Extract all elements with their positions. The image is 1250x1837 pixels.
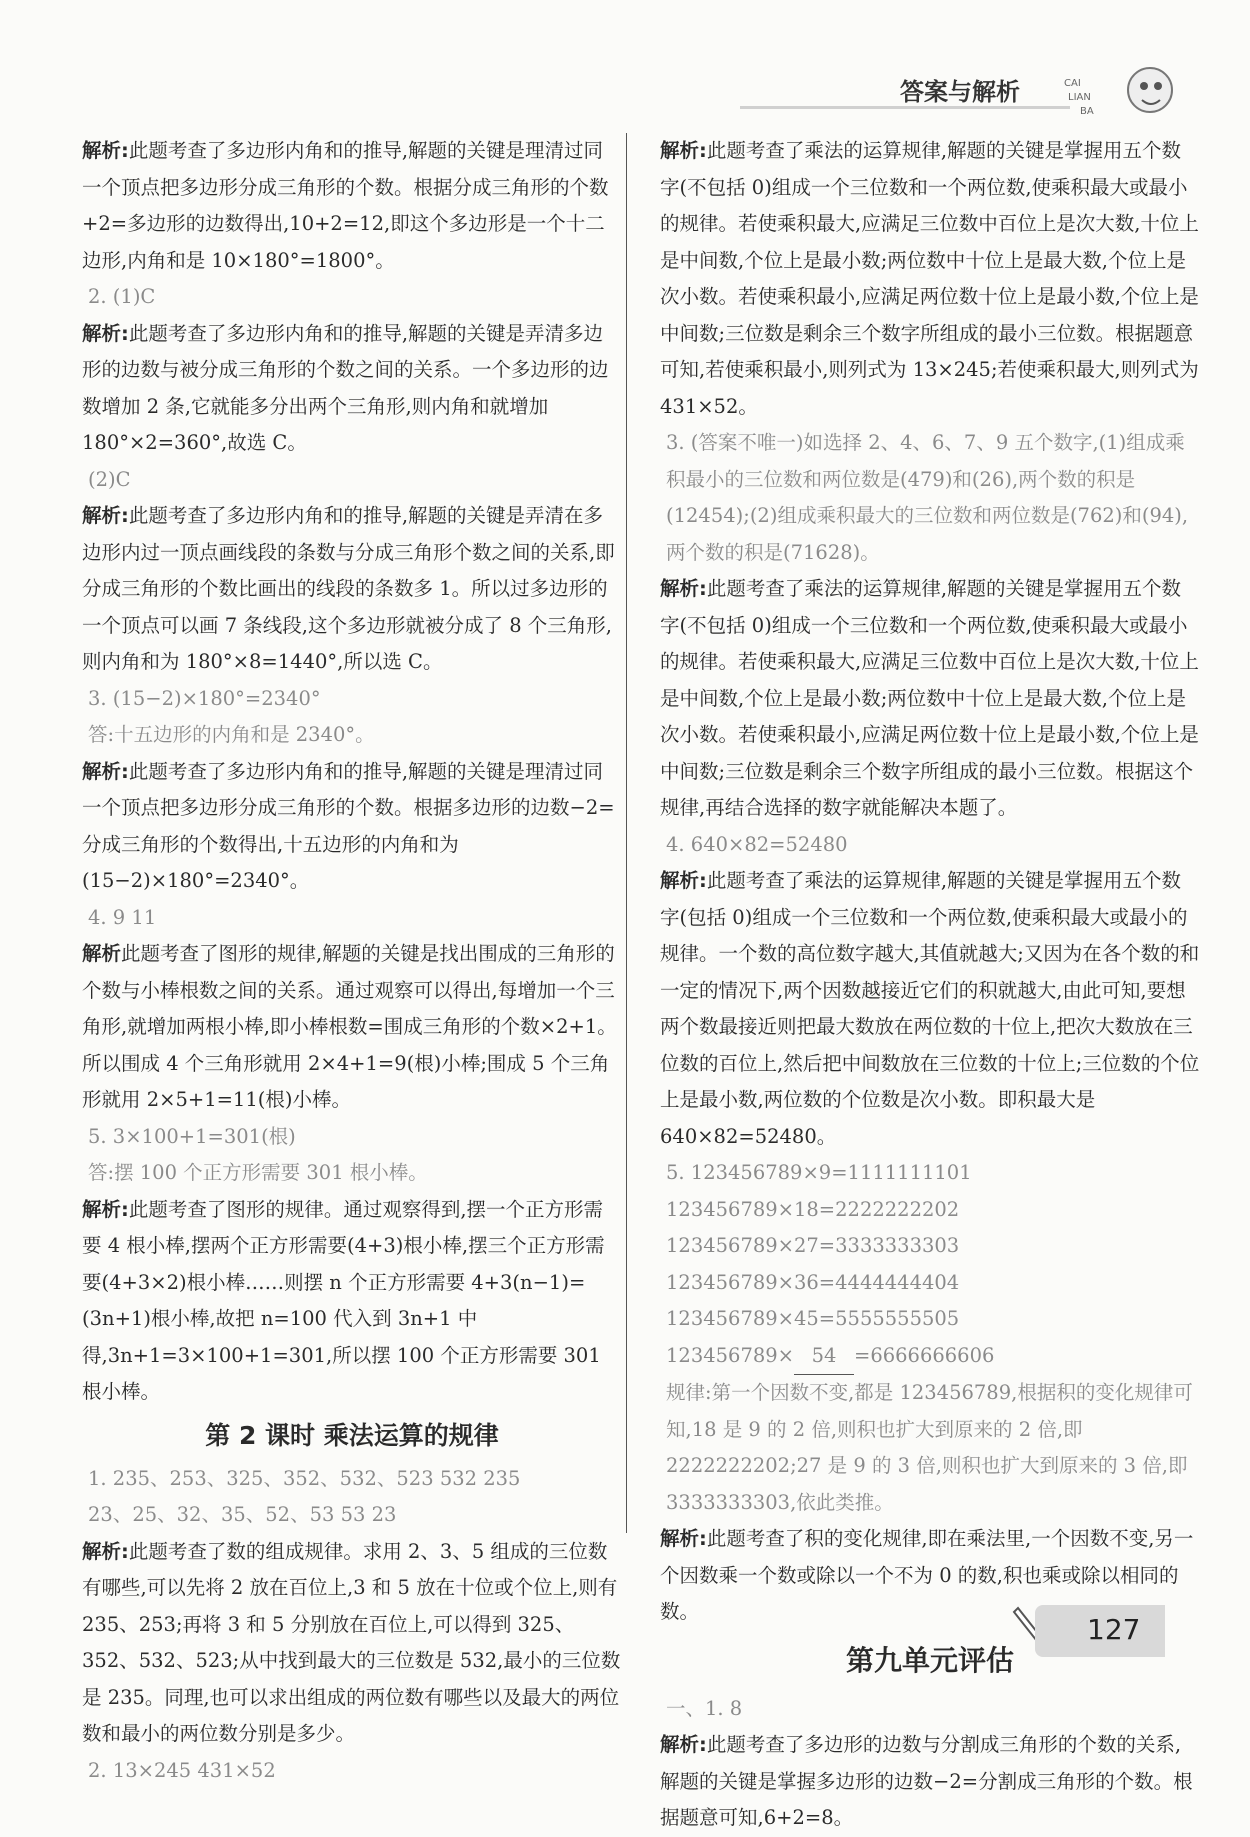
explanation-text: 此题考查了多边形内角和的推导,解题的关键是弄清多边形的边数与被分成三角形的个数之间的关系。一个多边形的边数增加 2 条,它就能多分出两个三角形,则内角和就增加 180°×2=360°,故选 C。	[82, 321, 609, 454]
answer-line: 2. 13×245 431×52	[88, 1758, 276, 1782]
explanation-text: 此题考查了图形的规律,解题的关键是找出围成的三角形的个数与小棒根数之间的关系。通过观察可以得出,每增加一个三角形,就增加两根小棒,即小棒根数=围成三角形的个数×2+1。所以围成 4 个三角形就用 2×4+1=9(根)小棒;围成 5 个三角形就用 2×5+1=11(根)小棒。	[82, 942, 617, 1111]
column-divider	[626, 133, 627, 1533]
svg-text:BA: BA	[1080, 106, 1094, 117]
section-heading: 第 2 课时 乘法运算的规律	[205, 1420, 499, 1450]
explanation-label: 解析:	[82, 504, 129, 527]
explanation-text: 此题考查了乘法的运算规律,解题的关键是掌握用五个数字(包括 0)组成一个三位数和一个两位数,使乘积最大或最小的规律。一个数的高位数字越大,其值就越大;又因为在各个数的和一定的情况下,两个因数越接近它们的积就越大,由此可知,要想两个数最接近则把最大数放在两位数的十位上,把次大数放在三位数的百位上,然后把中间数放在三位数的十位上;三位数的个位上是最小数,两位数的个位数是次小数。即积最大是 640×82=52480。	[660, 869, 1200, 1148]
header-title: 答案与解析	[900, 78, 1020, 106]
answer-line: 23、25、32、35、52、53 53 23	[88, 1503, 397, 1526]
explanation-paragraph	[660, 863, 1200, 1155]
explanation-paragraph	[82, 133, 622, 279]
answer-line	[660, 1338, 1200, 1376]
explanation-paragraph	[660, 133, 1200, 425]
explanation-text: 此题考查了乘法的运算规律,解题的关键是掌握用五个数字(不包括 0)组成一个三位数和一个两位数,使乘积最大或最小的规律。若使乘积最大,应满足三位数中百位上是次大数,十位上是中间数,个位上是最小数;两位数中十位上是最大数,个位上是次小数。若使乘积最小,应满足两位数十位上是最小数,个位上是中间数;三位数是剩余三个数字所组成的最小三位数。根据题意可知,若使乘积最小,则列式为 13×245;若使乘积最大,则列式为 431×52。	[660, 139, 1199, 418]
explanation-text: 此题考查了多边形内角和的推导,解题的关键是理清过同一个顶点把多边形分成三角形的个数。根据多边形的边数−2=分成三角形的个数得出,十五边形的内角和为(15−2)×180°=2340°。	[82, 759, 615, 892]
right-column	[660, 133, 1200, 1837]
explanation-paragraph	[82, 498, 622, 681]
answer-prefix: 123456789×	[666, 1343, 794, 1367]
answer-line: 123456789×27=3333333303	[666, 1234, 960, 1257]
answer-line: 2. (1)C	[88, 285, 156, 308]
explanation-text: 此题考查了数的组成规律。求用 2、3、5 组成的三位数有哪些,可以先将 2 放在百位上,3 和 5 放在十位或个位上,则有 235、253;再将 3 和 5 分别放在百位上,可以得到 325、352、532、523;从中找到最大的三位数是 532,最小的三位数是 235。同理,也可以求出组成的两位数有哪些以及最大的两位数和最小的两位数分别是多少。	[82, 1539, 621, 1745]
page-number: 127	[1087, 1613, 1141, 1646]
answer-line: 123456789×18=2222222202	[666, 1197, 960, 1221]
explanation-text: 此题考查了多边形的边数与分割成三角形的个数的关系,解题的关键是掌握多边形的边数−2=分割成三角形的个数。根据题意可知,6+2=8。	[660, 1733, 1193, 1829]
answer-line: 1. 235、253、325、352、532、523 532 235	[88, 1466, 521, 1490]
answer-line: 一、1. 8	[666, 1696, 743, 1720]
answer-suffix: =6666666606	[854, 1343, 995, 1367]
explanation-label: 解析:	[660, 1733, 707, 1756]
explanation-text: 此题考查了多边形内角和的推导,解题的关键是理清过同一个顶点把多边形分成三角形的个数。根据分成三角形的个数+2=多边形的边数得出,10+2=12,即这个多边形是一个十二边形,内角和是 10×180°=1800°。	[82, 139, 609, 272]
svg-text:LIAN: LIAN	[1068, 92, 1091, 103]
page-number-tab	[1035, 1605, 1165, 1657]
explanation-label: 解析:	[660, 1527, 707, 1550]
svg-text:CAI: CAI	[1064, 78, 1081, 89]
fill-blank-answer: 54	[794, 1338, 854, 1376]
mascot-logo-icon	[1062, 58, 1182, 128]
explanation-text: 此题考查了积的变化规律,即在乘法里,一个因数不变,另一个因数乘一个数或除以一个不为 0 的数,积也乘或除以相同的数。	[660, 1527, 1194, 1623]
answer-line: 5. 3×100+1=301(根)	[88, 1124, 296, 1148]
explanation-label: 解析:	[660, 869, 707, 892]
explanation-text: 此题考查了多边形内角和的推导,解题的关键是弄清在多边形内过一顶点画线段的条数与分成三角形个数之间的关系,即分成三角形的个数比画出的线段的条数多 1。所以过多边形的一个顶点可以画 7 条线段,这个多边形就被分成了 8 个三角形,则内角和为 180°×8=1440°,所以选 C。	[82, 504, 615, 673]
answer-line: 4. 9 11	[88, 905, 157, 929]
answer-line: 4. 640×82=52480	[666, 832, 848, 856]
explanation-label: 解析:	[82, 1539, 129, 1563]
answer-line: 3. (答案不唯一)如选择 2、4、6、7、9 五个数字,(1)组成乘积最小的三位数和两位数是(479)和(26),两个数的积是(12454);(2)组成乘积最大的三位数和两位数是(762)和(94),两个数的积是(71628)。	[666, 431, 1189, 564]
answer-line: 答:十五边形的内角和是 2340°。	[88, 723, 375, 746]
left-column	[82, 133, 622, 1789]
answer-line: 123456789×45=5555555505	[666, 1307, 960, 1330]
explanation-label: 解析:	[82, 759, 129, 783]
section-heading: 第九单元评估	[845, 1643, 1014, 1677]
explanation-paragraph	[82, 1192, 622, 1411]
explanation-label: 解析:	[82, 139, 129, 162]
explanation-label: 解析:	[660, 577, 707, 600]
answer-line: 3. (15−2)×180°=2340°	[88, 686, 321, 710]
answer-line: 规律:第一个因数不变,都是 123456789,根据积的变化规律可知,18 是 9 的 2 倍,则积也扩大到原来的 2 倍,即 2222222202;27 是 9 的 3 倍,则积也扩大到原来的 3 倍,即 3333333303,依此类推。	[666, 1381, 1193, 1514]
answer-line: 123456789×36=4444444404	[666, 1270, 960, 1294]
answer-line: 5. 123456789×9=1111111101	[666, 1161, 972, 1184]
explanation-paragraph	[82, 754, 622, 900]
explanation-paragraph	[82, 1534, 622, 1753]
explanation-paragraph	[82, 936, 622, 1119]
explanation-text: 此题考查了乘法的运算规律,解题的关键是掌握用五个数字(不包括 0)组成一个三位数和一个两位数,使乘积最大或最小的规律。若使乘积最大,应满足三位数中百位上是次大数,十位上是中间数,个位上是最小数;两位数中十位上是最大数,个位上是次小数。若使乘积最小,应满足两位数十位上是最小数,个位上是中间数;三位数是剩余三个数字所组成的最小三位数。根据这个规律,再结合选择的数字就能解决本题了。	[660, 577, 1199, 819]
explanation-label: 解析:	[660, 139, 707, 162]
explanation-label: 解析:	[82, 1197, 129, 1221]
explanation-paragraph	[82, 316, 622, 462]
explanation-paragraph	[660, 1727, 1200, 1837]
explanation-label: 解析:	[82, 321, 129, 345]
explanation-label: 解析	[82, 942, 122, 965]
answer-line: 答:摆 100 个正方形需要 301 根小棒。	[88, 1161, 428, 1184]
explanation-text: 此题考查了图形的规律。通过观察得到,摆一个正方形需要 4 根小棒,摆两个正方形需要(4+3)根小棒,摆三个正方形需要(4+3×2)根小棒……则摆 n 个正方形需要 4+3(n−1)=(3n+1)根小棒,故把 n=100 代入到 3n+1 中得,3n+1=3×100+1=301,所以摆 100 个正方形需要 301 根小棒。	[82, 1197, 605, 1403]
explanation-paragraph	[660, 571, 1200, 827]
answer-line: (2)C	[88, 467, 131, 491]
header-rule	[740, 106, 1070, 109]
